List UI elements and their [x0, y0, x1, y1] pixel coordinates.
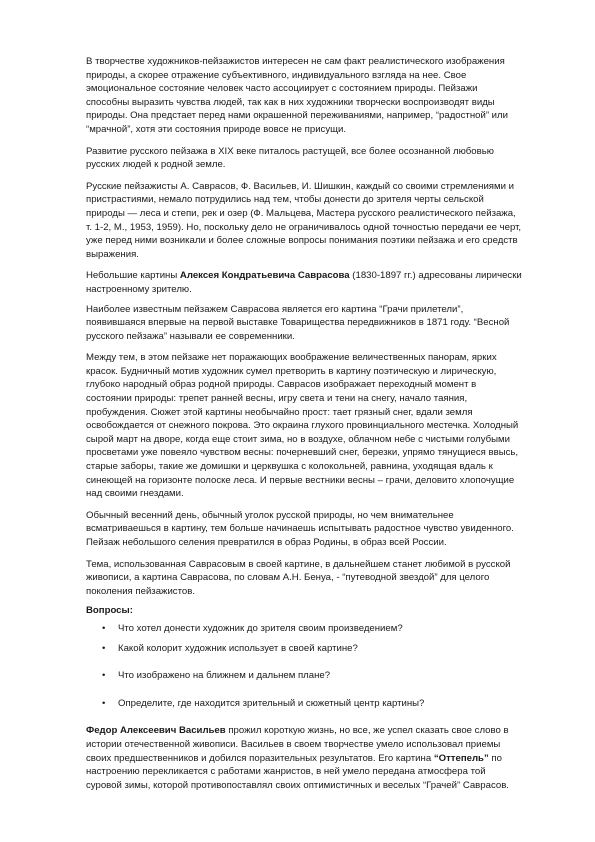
bullet-icon: •: [102, 697, 106, 709]
questions-heading: Вопросы:: [86, 605, 133, 617]
paragraph-vasiliev: [86, 724, 522, 792]
paragraph-text: Небольшие картины: [86, 270, 180, 282]
paragraph-text: по настроению перекликается с работами жанристов, в ней умело передана атмосфера той суровой зимы, которой противопоставлял своих оптимистичных и веселых “Грачей” Саврасов.: [86, 752, 509, 791]
questions-list: [86, 622, 522, 710]
paragraph-painting-description: Между тем, в этом пейзаже нет поражающих воображение величественных панорам, ярких красок. Будничный мотив художник сумел претворить в картину поэтическую и лирическую, глубоко народный образ родной природы. Саврасов изображает переходный момент в состоянии природы: трепет ранней весны, игру света и тени на снегу, начало таяния, пробуждения. Сюжет этой картины необычайно прост: тает грязный снег, вдали земля освобождается от снежного покрова. Это окраина глухого провинциального местечка. Холодный сырой март на дворе, когда еще стоит зима, но в воздухе, облачном небе с чистыми голубыми просветами уже повеяло чувством весны: почерневший снег, березки, упрямо тянущиеся ввысь, старые заборы, такие же домишки и церквушка с колокольней, равнина, уходящая вдаль к синеющей на горизонте полоске леса. И первые вестники весны – грачи, деловито хлопочущие над своими гнездами.: [86, 352, 519, 500]
question-item: [86, 697, 522, 711]
paragraph-landscape-painters: Русские пейзажисты А. Саврасов, Ф. Васильев, И. Шишкин, каждый со своими стремлениями и пристрастиями, немало потрудились над тем, чтобы донести до зрителя черты сельской природы — леса и степи, рек и озер (Ф. Мальцева, Мастера русского реалистического пейзажа, т. 1-2, М., 1953, 1959). Но, поскольку дело не ограничивалось одной точностью передачи ее черт, уже перед ними возникали и более сложные вопросы понимания поэтики пейзажа и его средств выражения.: [86, 180, 522, 260]
paragraph-theme: Тема, использованная Саврасовым в своей картине, в дальнейшем станет любимой в русской живописи, а картина Саврасова, по словам А.Н. Бенуа, - “путеводной звездой” для целого поколения пейзажистов.: [86, 558, 511, 597]
question-text: Что хотел донести художник до зрителя своим произведением?: [118, 622, 403, 634]
savrasov-name: Алексея Кондратьевича Саврасова: [179, 270, 350, 282]
bullet-icon: •: [102, 670, 106, 682]
question-item: [86, 642, 522, 656]
paragraph-savrasov-intro: [86, 269, 522, 296]
question-item: [86, 669, 522, 683]
question-text: Какой колорит художник использует в своей картине?: [118, 642, 358, 654]
paragraph-russian-landscape: Развитие русского пейзажа в XIX веке питалось растущей, все более осознанной любовью русских людей к родной земле.: [86, 145, 494, 171]
vasiliev-name: Федор Алексеевич Васильев: [86, 725, 226, 737]
paragraph-text: прожил короткую жизнь, но все, же успел сказать свое слово в истории отечественной живописи. Васильев в своем творчестве умело использовал приемы своих предшественников и добился поразительных результатов. Его картина: [86, 725, 509, 764]
thaw-painting-title: “Оттепель”: [433, 752, 489, 764]
paragraph-intro: В творчестве художников-пейзажистов интересен не сам факт реалистического изображения природы, а скорее отражение субъективного, индивидуального взгляда на нее. Свое эмоциональное состояние человек часто ассоциирует с состоянием природы. Пейзажи способны выразить чувства людей, так как в них художники творчески воспроизводят виды природы. Она предстает перед нами окрашенной переживаниями, например, “радостной” или “мрачной”, хотя эти состояния природе вовсе не присущи.: [86, 56, 508, 135]
question-item: [86, 622, 522, 636]
question-text: Определите, где находится зрительный и сюжетный центр картины?: [118, 697, 425, 709]
question-text: Что изображено на ближнем и дальнем плане?: [118, 670, 331, 682]
bullet-icon: •: [102, 642, 106, 654]
bullet-icon: •: [102, 622, 106, 634]
paragraph-spring-day: Обычный весенний день, обычный уголок русской природы, но чем внимательнее всматриваешься в картину, тем больше начинаешь испытывать радостное чувство увиденного. Пейзаж небольшого селения превратился в образ Родины, в образ всей России.: [86, 509, 514, 548]
paragraph-text: (1830-1897 гг.) адресованы лирически настроенному зрителю.: [86, 270, 522, 295]
document-body: [86, 55, 522, 800]
paragraph-rooks-painting: Наиболее известным пейзажем Саврасова является его картина “Грачи прилетели”, появившаяся впервые на первой выставке Товарищества передвижников в 1871 году. “Весной русского пейзажа” называли ее современники.: [86, 303, 510, 342]
